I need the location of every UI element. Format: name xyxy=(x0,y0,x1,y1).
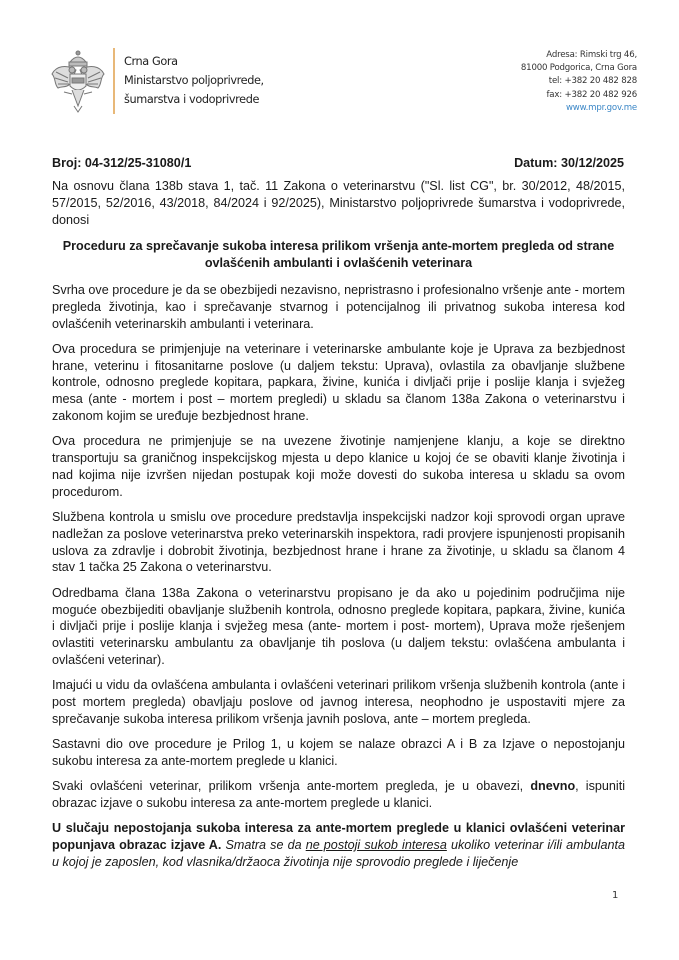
paragraph: Svrha ove procedure je da se obezbijedi nezavisno, nepristrasno i profesionalno vršenje ante - mortem pregleda životinja, kao i sprečavanje stvarnog i potencijalnog ili privatnog sukoba interesa kod ovlašćenih veterinarskih ambulanti i veterinara. xyxy=(52,282,625,331)
paragraph: Službena kontrola u smislu ove procedure predstavlja inspekcijski nadzor koji sprovodi organ uprave nadležan za poslove veterinarstva preko veterinarskih inspektora, radi provjere ispunjenosti propisanih uslova za zdravlje i dobrobit životinja, bezbjednost hrane i hrane za životinje, u skladu sa članom 4 stav 1 tačka 25 Zakona o veterinarstvu. xyxy=(52,510,625,575)
document-body xyxy=(52,178,625,879)
legal-basis: Na osnovu člana 138b stava 1, tač. 11 Zakona o veterinarstvu ("Sl. list CG", br. 30/2012, 48/2015, 57/2015, 52/2016, 43/2018, 84/2024 i 92/2025), Ministarstvo poljoprivrede šumarstva i vodoprivrede, donosi xyxy=(52,179,625,227)
paragraph: Odredbama člana 138a Zakona o veterinarstvu propisano je da ako u pojedinim područjima nije moguće obezbijediti obavljanje službenih kontrola, odnosno preglede kopitara, papkara, živine, kunića i divljači prije i poslije klanja i svježeg mesa (ante- mortem i post- mortem), Uprava može rješenjem ovlastiti veterinarsku ambulantu za obavljanje tih poslova (u daljem tekstu: ovlašćena ambulanta i ovlašćeni veterinar). xyxy=(52,585,625,667)
document-meta xyxy=(52,156,624,170)
form-a-paragraph: U slučaju nepostojanja sukoba interesa za ante-mortem preglede u klanici ovlašćeni veterinar popunjava obrazac izjave A. Smatra se da ne postoji sukob interesa ukoliko veterinar i/ili ambulanta u kojoj je zaposlen, kod vlasnika/držaoca životinja nije sprovodio preglede i liječenje xyxy=(52,821,625,869)
emphasis-daily: dnevno xyxy=(530,779,576,794)
address-line-2: 81000 Podgorica, Crna Gora xyxy=(520,63,637,74)
no-conflict-emphasis: ne postoji sukob interesa xyxy=(305,838,447,853)
country-name: Crna Gora xyxy=(124,55,178,68)
document-date: Datum: 30/12/2025 xyxy=(514,156,624,170)
fax: fax: +382 20 482 926 xyxy=(546,89,637,100)
header-divider xyxy=(113,48,115,114)
coat-of-arms-icon xyxy=(50,48,106,114)
paragraph: Ova procedura ne primjenjuje se na uvezene životinje namjenjene klanju, a koje se direktno transportuju sa graničnog inspekcijskog mjesta u depo klanice u kojoj će se obaviti klanje životinja i nad kojima nije izvršen nijedan postupak koji može dovesti do sukoba interesa u skladu sa ovom procedurom. xyxy=(52,434,625,499)
ministry-name: Ministarstvo poljoprivrede, šumarstva i vodoprivrede xyxy=(124,74,264,106)
contact-block xyxy=(521,49,637,115)
website-link[interactable]: www.mpr.gov.me xyxy=(565,102,637,113)
form-a-rule: U slučaju nepostojanja sukoba interesa za ante-mortem preglede u klanici ovlašćeni veterinar popunjava obrazac izjave A. xyxy=(52,821,625,853)
phone: tel: +382 20 482 828 xyxy=(548,76,637,87)
organization-name xyxy=(124,52,294,109)
paragraph: Ova procedura se primjenjuje na veterinare i veterinarske ambulante koje je Uprava za bezbjednost hrane, veterinu i fitosanitarne poslove (u daljem tekstu: Uprava), ovlastila za obavljanje službene kontrole, odnosno preglede kopitara, papkara, živine, kunića i divljači prije i poslije klanja i svježeg mesa (ante - mortem i post – mortem pregledi) u skladu sa članom 138a Zakona o veterinarstvu i zakonom kojim se uređuje bezbjednost hrane. xyxy=(52,341,625,424)
paragraph: Imajući u vidu da ovlašćena ambulanta i ovlašćeni veterinari prilikom vršenja službenih kontrola (ante i post mortem pregleda) obavljaju poslove od javnog interesa, neophodno je uspostaviti mjere za sprečavanje sukoba interesa prilikom vršenja javnih poslova, ante – mortem pregleda. xyxy=(52,678,625,726)
document-title: Proceduru za sprečavanje sukoba interesa prilikom vršenja ante-mortem pregleda od strane ovlašćenih ambulanti i ovlašćenih veterinara xyxy=(62,239,615,271)
paragraph: Sastavni dio ove procedure je Prilog 1, u kojem se nalaze obrazci A i B za Izjave o nepostojanju sukobu interesa za ante-mortem preglede u klanici. xyxy=(52,737,625,768)
address-line-1: Adresa: Rimski trg 46, xyxy=(546,50,637,60)
daily-obligation-paragraph: Svaki ovlašćeni veterinar, prilikom vršenja ante-mortem pregleda, je u obavezi, dnevno, ispuniti obrazac izjave o sukobu interesa za ante-mortem preglede u klanici. xyxy=(52,779,626,810)
document-number: Broj: 04-312/25-31080/1 xyxy=(52,156,192,170)
page-number: 1 xyxy=(612,890,619,901)
